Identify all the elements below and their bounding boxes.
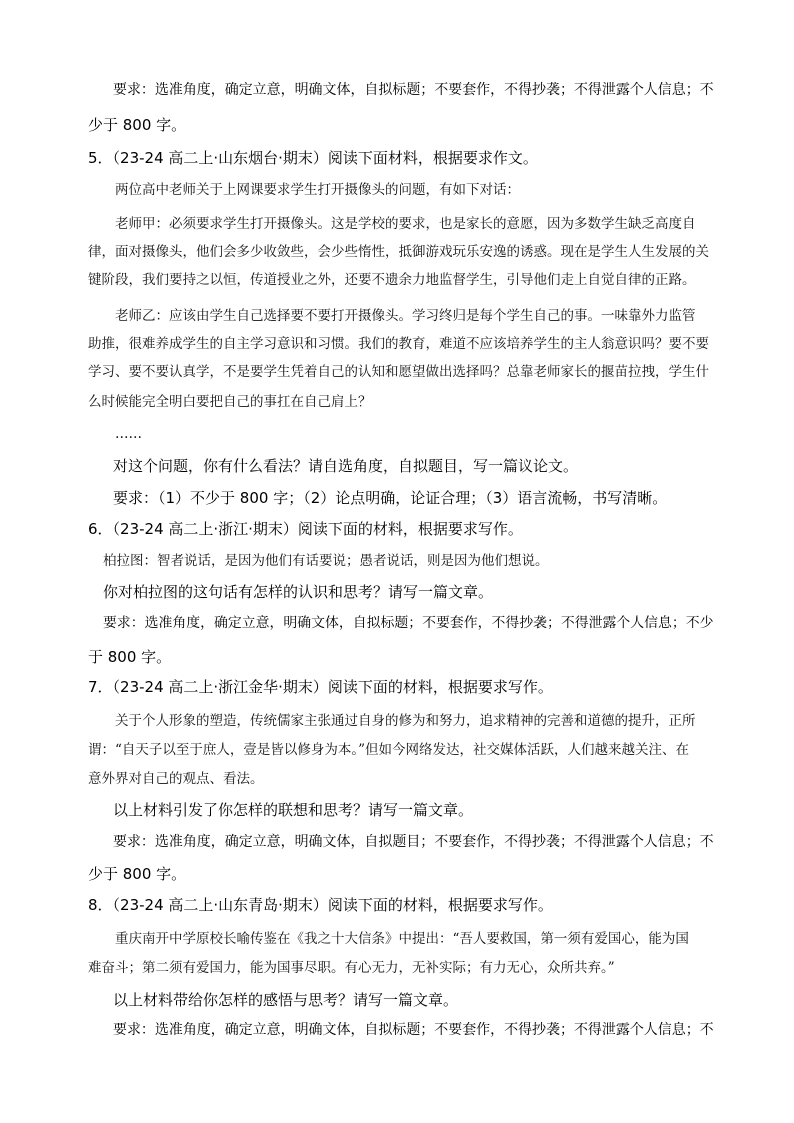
requirement-text: 要求：选准角度，确定立意，明确文体，自拟标题；不要套作，不得抄袭；不得泄露个人信息；不 — [113, 1022, 714, 1038]
question-7-heading: 7．（23-24 高二上·浙江金华·期末）阅读下面的材料，根据要求写作。 — [88, 678, 553, 696]
requirement-text: 于 800 字。 — [88, 648, 172, 666]
requirement-text: 少于 800 字。 — [88, 865, 187, 883]
material-text: 老师乙：应该由学生自己选择要不要打开摄像头。学习终归是每个学生自己的事。一味靠外力监管 — [115, 308, 696, 324]
prompt-text: 以上材料引发了你怎样的联想和思考？请写一篇文章。 — [113, 801, 474, 819]
question-5-heading: 5．（23-24 高二上·山东烟台·期末）阅读下面材料，根据要求作文。 — [88, 149, 538, 167]
material-text: 键阶段，我们要持之以恒，传道授业之外，还要不遗余力地监督学生，引导他们走上自觉自律的正路。 — [88, 272, 696, 288]
material-text: 意外界对自己的观点、看法。 — [88, 771, 264, 787]
material-text: 柏拉图：智者说话，是因为他们有话要说；愚者说话，则是因为他们想说。 — [103, 553, 549, 569]
material-text: 关于个人形象的塑造，传统儒家主张通过自身的修为和努力，追求精神的完善和道德的提升，正所 — [115, 713, 696, 729]
requirement-text: 要求：选准角度，确定立意，明确文体，自拟标题；不要套作，不得抄袭；不得泄露个人信息；不少 — [103, 615, 714, 631]
material-text: 么时候能完全明白要把自己的事扛在自己肩上？ — [88, 394, 372, 410]
question-6-heading: 6．（23-24 高二上·浙江·期末）阅读下面的材料，根据要求写作。 — [88, 520, 523, 538]
prompt-text: 以上材料带给你怎样的感悟与思考？请写一篇文章。 — [113, 991, 459, 1009]
material-text: 老师甲：必须要求学生打开摄像头。这是学校的要求，也是家长的意愿，因为多数学生缺乏高度自 — [115, 216, 696, 232]
material-text: 律，面对摄像头，他们会多少收敛些，会少些惰性，抵御游戏玩乐安逸的诱惑。现在是学生人生发展的关 — [88, 244, 709, 260]
material-text: 助推，很难养成学生的自主学习意识和习惯。我们的教育，难道不应该培养学生的主人翁意识吗？要不要 — [88, 336, 709, 352]
material-text: 两位高中老师关于上网课要求学生打开摄像头的问题，有如下对话： — [115, 182, 520, 198]
prompt-text: 你对柏拉图的这句话有怎样的认识和思考？请写一篇文章。 — [103, 583, 494, 601]
material-text: 重庆南开中学原校长喻传鉴在《我之十大信条》中提出：“吾人要救国，第一须有爱国心，能为国 — [115, 931, 689, 947]
material-text: 学习、要不要认真学，不是要学生凭着自己的认知和愿望做出选择吗？总靠老师家长的揠苗拉拽，学生什 — [88, 364, 709, 380]
ellipsis: …… — [115, 426, 142, 442]
prompt-text: 对这个问题，你有什么看法？请自选角度，自拟题目，写一篇议论文。 — [113, 457, 579, 475]
requirement-text: 少于 800 字。 — [88, 116, 187, 134]
question-8-heading: 8．（23-24 高二上·山东青岛·期末）阅读下面的材料，根据要求写作。 — [88, 896, 553, 914]
material-text: 难奋斗；第二须有爱国力，能为国事尽职。有心无力，无补实际；有力无心，众所共弃。” — [88, 960, 615, 976]
requirement-text: 要求：（1）不少于 800 字；（2）论点明确，论证合理；（3）语言流畅，书写清晰。 — [113, 489, 668, 507]
requirement-text: 要求：选准角度，确定立意，明确文体，自拟标题；不要套作，不得抄袭；不得泄露个人信息；不 — [113, 82, 714, 98]
material-text: 谓：“自天子以至于庶人，壹是皆以修身为本。”但如今网络发达，社交媒体活跃，人们越来越关注、在 — [88, 742, 690, 758]
requirement-text: 要求：选准角度，确定立意，明确文体，自拟题目；不要套作，不得抄袭；不得泄露个人信息；不 — [113, 834, 714, 850]
